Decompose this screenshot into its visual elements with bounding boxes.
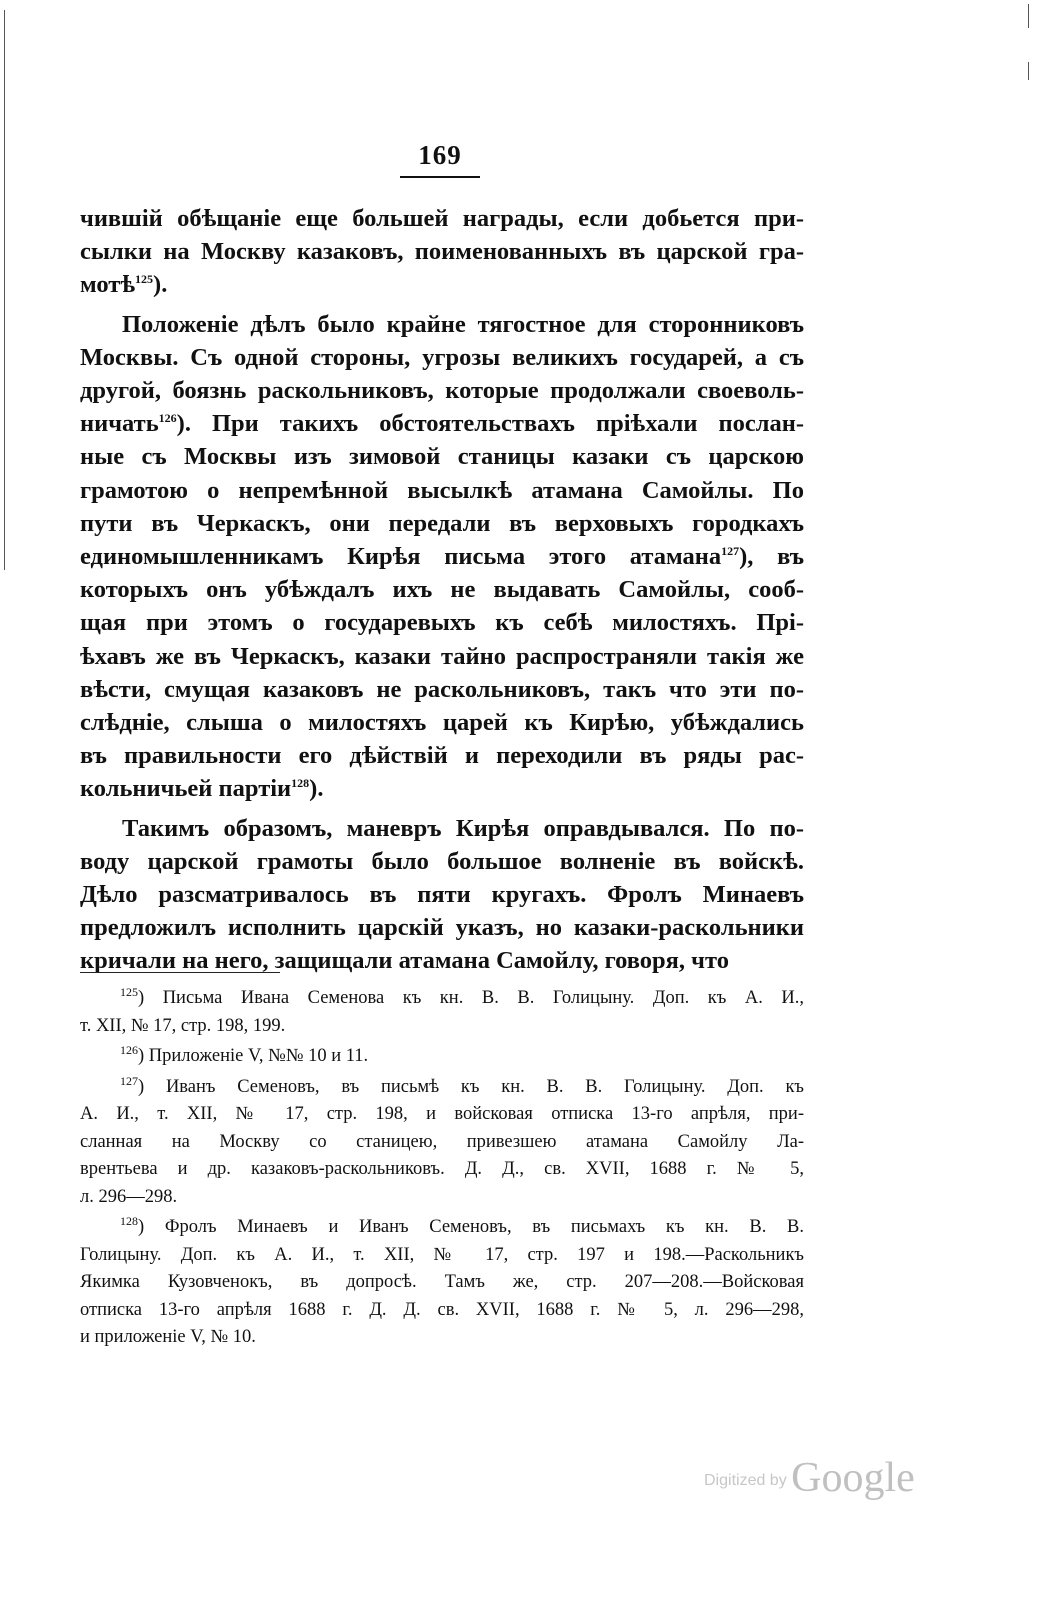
- digitized-by-google-watermark: [704, 1454, 915, 1502]
- text-line: [80, 308, 804, 341]
- footnote-mark: 128: [120, 1214, 138, 1228]
- footnote-line: [80, 1129, 804, 1157]
- footnote-line: [80, 1214, 804, 1242]
- line-text: Такимъ образомъ, маневръ Кирѣя оправдывался. По по-: [122, 814, 804, 842]
- footnotes: [80, 985, 804, 1355]
- footnote-line: [80, 1297, 804, 1325]
- text-line: [80, 474, 804, 507]
- footnote-text: ) Письма Ивана Семенова къ кн. В. В. Голицыну. Доп. къ А. И.,: [138, 988, 804, 1008]
- body-text: [80, 202, 804, 978]
- text-line: [80, 540, 804, 573]
- footnote-separator: [80, 972, 280, 973]
- line-text: чившій обѣщаніе еще большей награды, если добьется при-: [80, 205, 804, 232]
- footnote-text: ) Иванъ Семеновъ, въ письмѣ къ кн. В. В. Голицыну. Доп. къ: [138, 1076, 804, 1097]
- footnote-126: [80, 1043, 804, 1071]
- footnote-text: сланная на Москву со станицею, привезшею атамана Самойлу Ла-: [80, 1131, 804, 1152]
- footnote-mark: 125: [120, 985, 138, 999]
- line-text: слѣдніе, слыша о милостяхъ царей къ Кирѣю, убѣждались: [80, 709, 804, 737]
- line-text: пути въ Черкаскъ, они передали въ верховыхъ городкахъ: [80, 509, 804, 537]
- text-line: [80, 573, 804, 606]
- line-text: воду царской грамоты было большое волненіе въ войскѣ.: [80, 847, 804, 875]
- footnote-mark: 126: [120, 1043, 138, 1057]
- footnote-text: А. И., т. XII, № 17, стр. 198, и войсковая отписка 13-го апрѣля, при-: [80, 1104, 804, 1124]
- text-line: [80, 374, 804, 407]
- footnote-text: ) Приложеніе V, №№ 10 и 11.: [138, 1046, 369, 1066]
- footnote-line: [80, 1043, 804, 1071]
- text-line: [80, 739, 804, 772]
- footnote-text: т. XII, № 17, стр. 198, 199.: [80, 1015, 286, 1036]
- paragraph: [80, 308, 804, 806]
- text-line: [80, 407, 804, 440]
- line-text: Москвы. Съ одной стороны, угрозы великихъ государей, а съ: [80, 343, 804, 371]
- footnote-mark: 127: [120, 1073, 138, 1088]
- footnote-line: [80, 1156, 804, 1184]
- text-line: [80, 673, 804, 706]
- line-text: ничать: [80, 410, 159, 438]
- line-text-continued: ), въ: [739, 543, 804, 571]
- footnote-text: ) Фролъ Минаевъ и Иванъ Семеновъ, въ письмахъ къ кн. В. В.: [138, 1217, 804, 1237]
- text-line: [80, 911, 804, 944]
- scan-edge-left: [4, 10, 5, 570]
- text-line: [80, 640, 804, 673]
- line-text: Положеніе дѣлъ было крайне тягостное для сторонниковъ: [122, 310, 804, 338]
- line-text-continued: ).: [153, 271, 168, 299]
- text-line: [80, 202, 804, 235]
- line-text: щая при этомъ о государевыхъ къ себѣ милостяхъ. Прі-: [80, 609, 804, 637]
- text-line: [80, 772, 804, 805]
- line-text: въ правильности его дѣйствій и переходили въ ряды рас-: [80, 742, 804, 770]
- line-text-continued: ).: [309, 775, 324, 803]
- google-logo: Google: [791, 1455, 915, 1501]
- text-line: [80, 706, 804, 739]
- footnote-line: [80, 1013, 804, 1041]
- footnote-text: и приложеніе V, № 10.: [80, 1327, 256, 1347]
- page-number-underline: [400, 176, 480, 178]
- footnote-line: [80, 1324, 804, 1352]
- footnote-line: [80, 1074, 804, 1102]
- footnote-text: Якимка Кузовченокъ, въ допросѣ. Тамъ же, стр. 207—208.—Войсковая: [80, 1272, 804, 1292]
- scan-edge-right: [1028, 4, 1029, 28]
- text-line: [80, 606, 804, 639]
- line-text: Дѣло разсматривалось въ пяти кругахъ. Фролъ Минаевъ: [80, 881, 804, 909]
- line-text-continued: ). При такихъ обстоятельствахъ пріѣхали послан-: [176, 410, 804, 438]
- text-line: [80, 507, 804, 540]
- text-line: [80, 878, 804, 911]
- text-line: [80, 812, 804, 845]
- text-line: [80, 845, 804, 878]
- footnote-line: [80, 1101, 804, 1129]
- footnote-128: [80, 1214, 804, 1352]
- line-text: ѣхавъ же въ Черкаскъ, казаки тайно распространяли такія же: [80, 642, 804, 670]
- line-text: которыхъ онъ убѣждалъ ихъ не выдавать Самойлы, сооб-: [80, 576, 804, 604]
- line-text: вѣсти, смущая казаковъ не раскольниковъ, такъ что эти по-: [80, 675, 804, 703]
- line-text: мотѣ: [80, 271, 136, 299]
- footnote-line: [80, 1184, 804, 1212]
- footnote-reference: 128: [291, 776, 310, 791]
- footnote-text: л. 296—298.: [80, 1186, 178, 1207]
- footnote-text: врентьева и др. казаковъ-раскольниковъ. Д. Д., св. XVII, 1688 г. № 5,: [80, 1159, 804, 1179]
- line-text: ные съ Москвы изъ зимовой станицы казаки съ царскою: [80, 443, 804, 471]
- footnote-reference: 126: [158, 411, 177, 426]
- line-text: другой, боязнь раскольниковъ, которые продолжали своеволь-: [80, 377, 804, 405]
- footnote-127: [80, 1074, 804, 1212]
- footnote-line: [80, 1242, 804, 1270]
- footnote-reference: 127: [721, 544, 740, 559]
- paragraph: [80, 202, 804, 302]
- text-line: [80, 440, 804, 473]
- line-text: кричали на него, защищали атамана Самойлу, говоря, что: [80, 947, 729, 975]
- watermark-prefix: Digitized by: [704, 1472, 787, 1489]
- text-line: [80, 235, 804, 268]
- line-text: сылки на Москву казаковъ, поименованныхъ въ царской гра-: [80, 238, 804, 266]
- footnote-reference: 125: [135, 272, 154, 287]
- text-line: [80, 341, 804, 374]
- footnote-text: отписка 13-го апрѣля 1688 г. Д. Д. св. XVII, 1688 г. № 5, л. 296—298,: [80, 1299, 804, 1320]
- line-text: предложилъ исполнить царскій указъ, но казаки-раскольники: [80, 914, 804, 942]
- text-line: [80, 268, 804, 301]
- footnote-line: [80, 985, 804, 1013]
- footnote-text: Голицыну. Доп. къ А. И., т. XII, № 17, стр. 197 и 198.—Раскольникъ: [80, 1244, 804, 1265]
- line-text: единомышленникамъ Кирѣя письма этого атамана: [80, 543, 722, 571]
- page-number: 169: [418, 140, 462, 170]
- scan-edge-right-lower: [1028, 62, 1029, 80]
- line-text: кольничьей партіи: [80, 775, 292, 803]
- paragraph: [80, 812, 804, 978]
- footnote-125: [80, 985, 804, 1040]
- footnote-line: [80, 1269, 804, 1297]
- line-text: грамотою о непремѣнной высылкѣ атамана Самойлы. По: [80, 476, 804, 504]
